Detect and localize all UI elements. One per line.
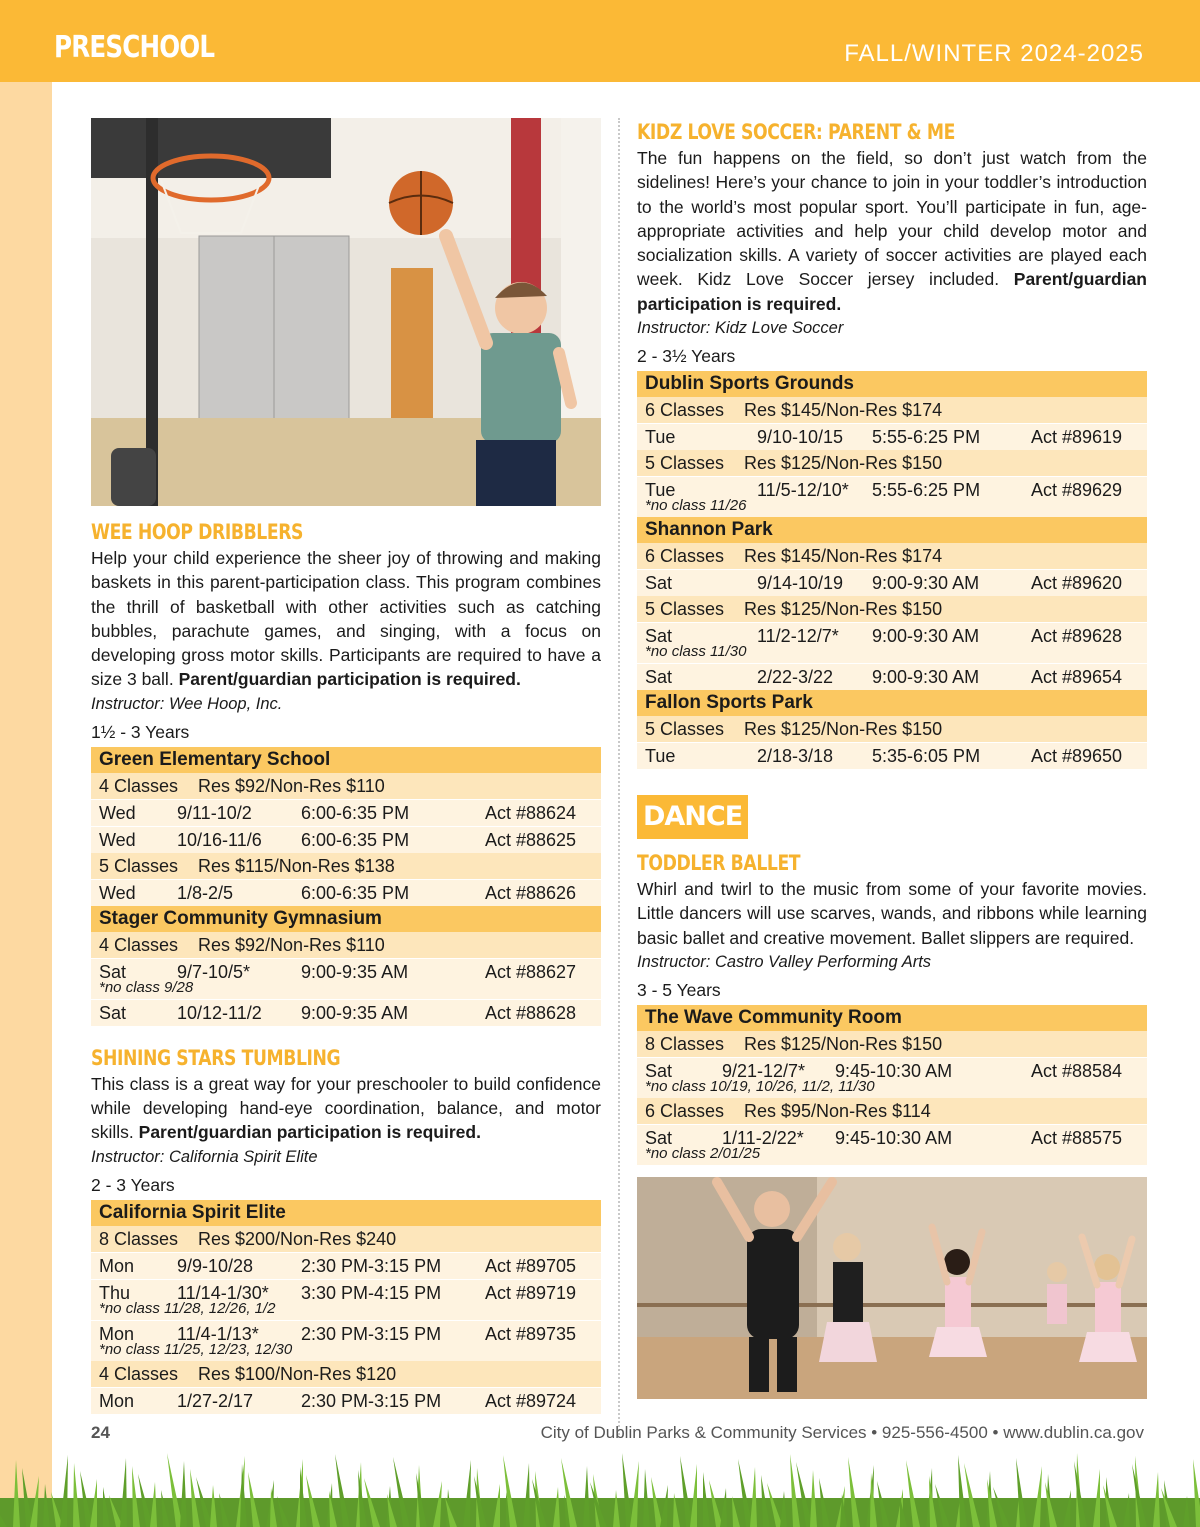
grass-blade xyxy=(463,1460,471,1527)
wee-hoop-instructor: Instructor: Wee Hoop, Inc. xyxy=(91,694,283,713)
class-count: 8 Classes xyxy=(99,1228,179,1249)
no-class-note: *no class 10/19, 10/26, 11/2, 11/30 xyxy=(645,1077,875,1095)
day-cell: Thu xyxy=(99,1282,131,1303)
class-count: 5 Classes xyxy=(99,855,179,876)
soccer-title: KIDZ LOVE SOCCER: PARENT & ME xyxy=(637,120,955,144)
fee-row xyxy=(637,543,1147,569)
schedule-row xyxy=(91,958,601,999)
fee-text: Res $125/Non-Res $150 xyxy=(744,453,943,474)
activity-number: Act #88626 xyxy=(485,882,577,903)
location-name: Shannon Park xyxy=(637,517,1147,543)
grass-blade xyxy=(180,1461,187,1527)
activity-number: Act #88627 xyxy=(485,961,577,982)
activity-number: Act #88584 xyxy=(1031,1060,1123,1081)
class-count: 8 Classes xyxy=(645,1033,725,1054)
dates-cell: 11/14-1/30* xyxy=(177,1282,269,1303)
day-cell: Sat xyxy=(645,573,673,594)
time-cell: 6:00-6:35 PM xyxy=(301,882,410,903)
schedule-row xyxy=(91,999,601,1026)
shining-stars-schedule xyxy=(91,1200,601,1414)
ballet-schedule xyxy=(637,1005,1147,1165)
ballet-title: TODDLER BALLET xyxy=(637,851,801,876)
shining-stars-ages: 2 - 3 Years xyxy=(91,1174,175,1195)
no-class-note: *no class 2/01/25 xyxy=(645,1144,761,1162)
dates-cell: 1/27-2/17 xyxy=(177,1390,254,1411)
schedule-row xyxy=(637,1057,1147,1098)
time-cell: 9:00-9:35 AM xyxy=(301,961,409,982)
activity-number: Act #89628 xyxy=(1031,626,1123,647)
activity-number: Act #89719 xyxy=(485,1282,577,1303)
grass-decoration xyxy=(0,1448,1200,1527)
class-count: 4 Classes xyxy=(99,934,179,955)
day-cell: Wed xyxy=(99,882,136,903)
fee-row xyxy=(91,1226,601,1252)
dates-cell: 10/16-11/6 xyxy=(177,829,262,850)
soccer-instructor: Instructor: Kidz Love Soccer xyxy=(637,319,844,338)
schedule-row xyxy=(91,826,601,853)
day-cell: Tue xyxy=(645,480,676,501)
location-name: California Spirit Elite xyxy=(91,1200,601,1226)
time-cell: 2:30 PM-3:15 PM xyxy=(301,1390,442,1411)
fee-text: Res $125/Non-Res $150 xyxy=(744,719,943,740)
ballet-photo xyxy=(637,1177,1147,1399)
fee-text: Res $125/Non-Res $150 xyxy=(744,599,943,620)
class-count: 6 Classes xyxy=(645,400,725,421)
fee-row xyxy=(91,853,601,879)
fee-text: Res $145/Non-Res $174 xyxy=(744,400,943,421)
activity-number: Act #89735 xyxy=(485,1323,577,1344)
fee-text: Res $92/Non-Res $110 xyxy=(198,775,385,796)
no-class-note: *no class 11/25, 12/23, 12/30 xyxy=(99,1340,293,1358)
day-cell: Sat xyxy=(645,1127,673,1148)
left-color-strip xyxy=(0,82,52,1527)
dates-cell: 2/18-3/18 xyxy=(757,746,834,767)
fee-row xyxy=(91,773,601,799)
schedule-row xyxy=(637,663,1147,690)
activity-number: Act #89705 xyxy=(485,1255,577,1276)
day-cell: Mon xyxy=(99,1255,135,1276)
dates-cell: 9/21-12/7* xyxy=(722,1060,806,1081)
wee-hoop-title: WEE HOOP DRIBBLERS xyxy=(91,520,304,544)
dates-cell: 10/12-11/2 xyxy=(177,1002,262,1023)
grass-blade xyxy=(583,1466,590,1527)
season-label: FALL/WINTER 2024-2025 xyxy=(844,40,1144,67)
shining-stars-instructor: Instructor: California Spirit Elite xyxy=(91,1147,318,1166)
fee-text: Res $125/Non-Res $150 xyxy=(744,1033,943,1054)
activity-number: Act #89724 xyxy=(485,1390,577,1411)
time-cell: 6:00-6:35 PM xyxy=(301,829,410,850)
fee-row xyxy=(637,450,1147,476)
wee-hoop-description: Help your child experience the sheer joy of throwing and making baskets in this parent-participation class. This program combines the thrill of basketball with other activities such as catching bubbles, parachute games, and singing, with a focus on developing gross motor skills. Participants are required to have a size 3 ball. Parent/guardian participation is required. xyxy=(91,548,601,690)
class-count: 5 Classes xyxy=(645,719,725,740)
wee-hoop-schedule xyxy=(91,747,601,1026)
time-cell: 9:45-10:30 AM xyxy=(835,1127,953,1148)
schedule-row xyxy=(91,879,601,906)
ballet-ages: 3 - 5 Years xyxy=(637,979,721,1000)
no-class-note: *no class 9/28 xyxy=(99,978,194,996)
fee-row xyxy=(637,596,1147,622)
wee-hoop-ages: 1½ - 3 Years xyxy=(91,721,190,742)
grass-blade xyxy=(523,1463,530,1527)
time-cell: 5:35-6:05 PM xyxy=(872,746,981,767)
activity-number: Act #88624 xyxy=(485,802,577,823)
time-cell: 9:45-10:30 AM xyxy=(835,1060,953,1081)
day-cell: Mon xyxy=(99,1323,135,1344)
fee-text: Res $115/Non-Res $138 xyxy=(198,855,395,876)
location-name: Fallon Sports Park xyxy=(637,690,1147,716)
activity-number: Act #88575 xyxy=(1031,1127,1123,1148)
schedule-row xyxy=(637,423,1147,450)
location-name: Stager Community Gymnasium xyxy=(91,906,601,932)
grass-blade xyxy=(13,1460,20,1527)
day-cell: Wed xyxy=(99,829,136,850)
time-cell: 3:30 PM-4:15 PM xyxy=(301,1282,442,1303)
day-cell: Sat xyxy=(645,1060,673,1081)
dates-cell: 11/2-12/7* xyxy=(757,626,839,647)
day-cell: Tue xyxy=(645,427,676,448)
grass-blade xyxy=(73,1463,80,1527)
schedule-row xyxy=(91,1387,601,1414)
location-name: Green Elementary School xyxy=(91,747,601,773)
fee-text: Res $95/Non-Res $114 xyxy=(744,1100,931,1121)
dates-cell: 9/11-10/2 xyxy=(177,802,252,823)
schedule-row xyxy=(637,569,1147,596)
dates-cell: 9/14-10/19 xyxy=(757,573,844,594)
day-cell: Mon xyxy=(99,1390,135,1411)
fee-text: Res $100/Non-Res $120 xyxy=(198,1363,397,1384)
fee-text: Res $145/Non-Res $174 xyxy=(744,546,943,567)
shining-stars-title: SHINING STARS TUMBLING xyxy=(91,1045,341,1070)
class-count: 5 Classes xyxy=(645,599,725,620)
activity-number: Act #89629 xyxy=(1031,480,1123,501)
soccer-ages: 2 - 3½ Years xyxy=(637,346,736,367)
activity-number: Act #89654 xyxy=(1031,667,1123,688)
schedule-row xyxy=(91,1252,601,1279)
day-cell: Sat xyxy=(645,626,673,647)
time-cell: 6:00-6:35 PM xyxy=(301,802,410,823)
fee-text: Res $92/Non-Res $110 xyxy=(198,934,385,955)
schedule-row xyxy=(91,1279,601,1320)
fee-row xyxy=(637,397,1147,423)
time-cell: 9:00-9:30 AM xyxy=(872,626,980,647)
day-cell: Sat xyxy=(645,667,673,688)
activity-number: Act #88628 xyxy=(485,1002,577,1023)
schedule-row xyxy=(637,476,1147,517)
page-number: 24 xyxy=(91,1423,110,1442)
fee-text: Res $200/Non-Res $240 xyxy=(198,1228,397,1249)
dates-cell: 1/11-2/22* xyxy=(722,1127,804,1148)
section-title: PRESCHOOL xyxy=(54,30,215,65)
grass-blade xyxy=(750,1467,757,1527)
no-class-note: *no class 11/30 xyxy=(645,643,747,661)
time-cell: 2:30 PM-3:15 PM xyxy=(301,1255,442,1276)
dates-cell: 1/8-2/5 xyxy=(177,882,234,903)
location-name: Dublin Sports Grounds xyxy=(637,371,1147,397)
left-column xyxy=(91,118,601,1414)
time-cell: 5:55-6:25 PM xyxy=(872,480,981,501)
activity-number: Act #88625 xyxy=(485,829,577,850)
shining-stars-description: This class is a great way for your preschooler to build confidence while developing hand-eye coordination, balance, and motor skills. Parent/guardian participation is required. xyxy=(91,1073,601,1143)
dates-cell: 9/10-10/15 xyxy=(757,427,844,448)
ballet-description: Whirl and twirl to the music from some of your favorite movies. Little dancers will use scarves, wands, and ribbons while learning basic ballet and creative movement. Ballet slippers are required. xyxy=(637,879,1147,948)
class-count: 6 Classes xyxy=(645,1100,725,1121)
class-count: 4 Classes xyxy=(99,1363,179,1384)
dates-cell: 11/4-1/13* xyxy=(177,1323,259,1344)
schedule-row xyxy=(91,799,601,826)
column-divider xyxy=(618,118,620,1438)
basketball-photo xyxy=(91,118,601,506)
class-count: 4 Classes xyxy=(99,775,179,796)
day-cell: Tue xyxy=(645,746,676,767)
fee-row xyxy=(637,1031,1147,1057)
no-class-note: *no class 11/26 xyxy=(645,497,747,515)
dates-cell: 2/22-3/22 xyxy=(757,667,834,688)
day-cell: Sat xyxy=(99,961,127,982)
fee-row xyxy=(91,932,601,958)
grass-blade xyxy=(120,1458,127,1527)
time-cell: 9:00-9:35 AM xyxy=(301,1002,409,1023)
schedule-row xyxy=(91,1320,601,1361)
schedule-row xyxy=(637,1124,1147,1165)
footer-contact: City of Dublin Parks & Community Services • 925-556-4500 • www.dublin.ca.gov xyxy=(540,1423,1144,1442)
schedule-row xyxy=(637,742,1147,769)
fee-row xyxy=(637,1098,1147,1124)
schedule-row xyxy=(637,622,1147,663)
location-name: The Wave Community Room xyxy=(637,1005,1147,1031)
dates-cell: 9/7-10/5* xyxy=(177,961,251,982)
fee-row xyxy=(637,716,1147,742)
dates-cell: 9/9-10/28 xyxy=(177,1255,254,1276)
class-count: 5 Classes xyxy=(645,453,725,474)
soccer-description: The fun happens on the field, so don’t just watch from the sidelines! Here’s your chance to join in your toddler’s introduction to the world’s most popular sport. You’ll participate in fun, age-appropriate activities and help your child develop motor and socialization skills. A variety of soccer activities are played each week. Kidz Love Soccer jersey included. Parent/guardian participation is required. xyxy=(637,148,1147,314)
fee-row xyxy=(91,1361,601,1387)
day-cell: Sat xyxy=(99,1002,127,1023)
ballet-instructor: Instructor: Castro Valley Performing Arts xyxy=(637,952,932,971)
activity-number: Act #89619 xyxy=(1031,427,1123,448)
dance-category-badge: DANCE xyxy=(637,795,748,839)
time-cell: 9:00-9:30 AM xyxy=(872,667,980,688)
activity-number: Act #89650 xyxy=(1031,746,1123,767)
no-class-note: *no class 11/28, 12/26, 1/2 xyxy=(99,1299,276,1317)
time-cell: 9:00-9:30 AM xyxy=(872,573,980,594)
activity-number: Act #89620 xyxy=(1031,573,1123,594)
day-cell: Wed xyxy=(99,802,136,823)
class-count: 6 Classes xyxy=(645,546,725,567)
soccer-schedule xyxy=(637,371,1147,769)
time-cell: 5:55-6:25 PM xyxy=(872,427,981,448)
time-cell: 2:30 PM-3:15 PM xyxy=(301,1323,442,1344)
dates-cell: 11/5-12/10* xyxy=(757,480,849,501)
right-column xyxy=(637,118,1147,1399)
